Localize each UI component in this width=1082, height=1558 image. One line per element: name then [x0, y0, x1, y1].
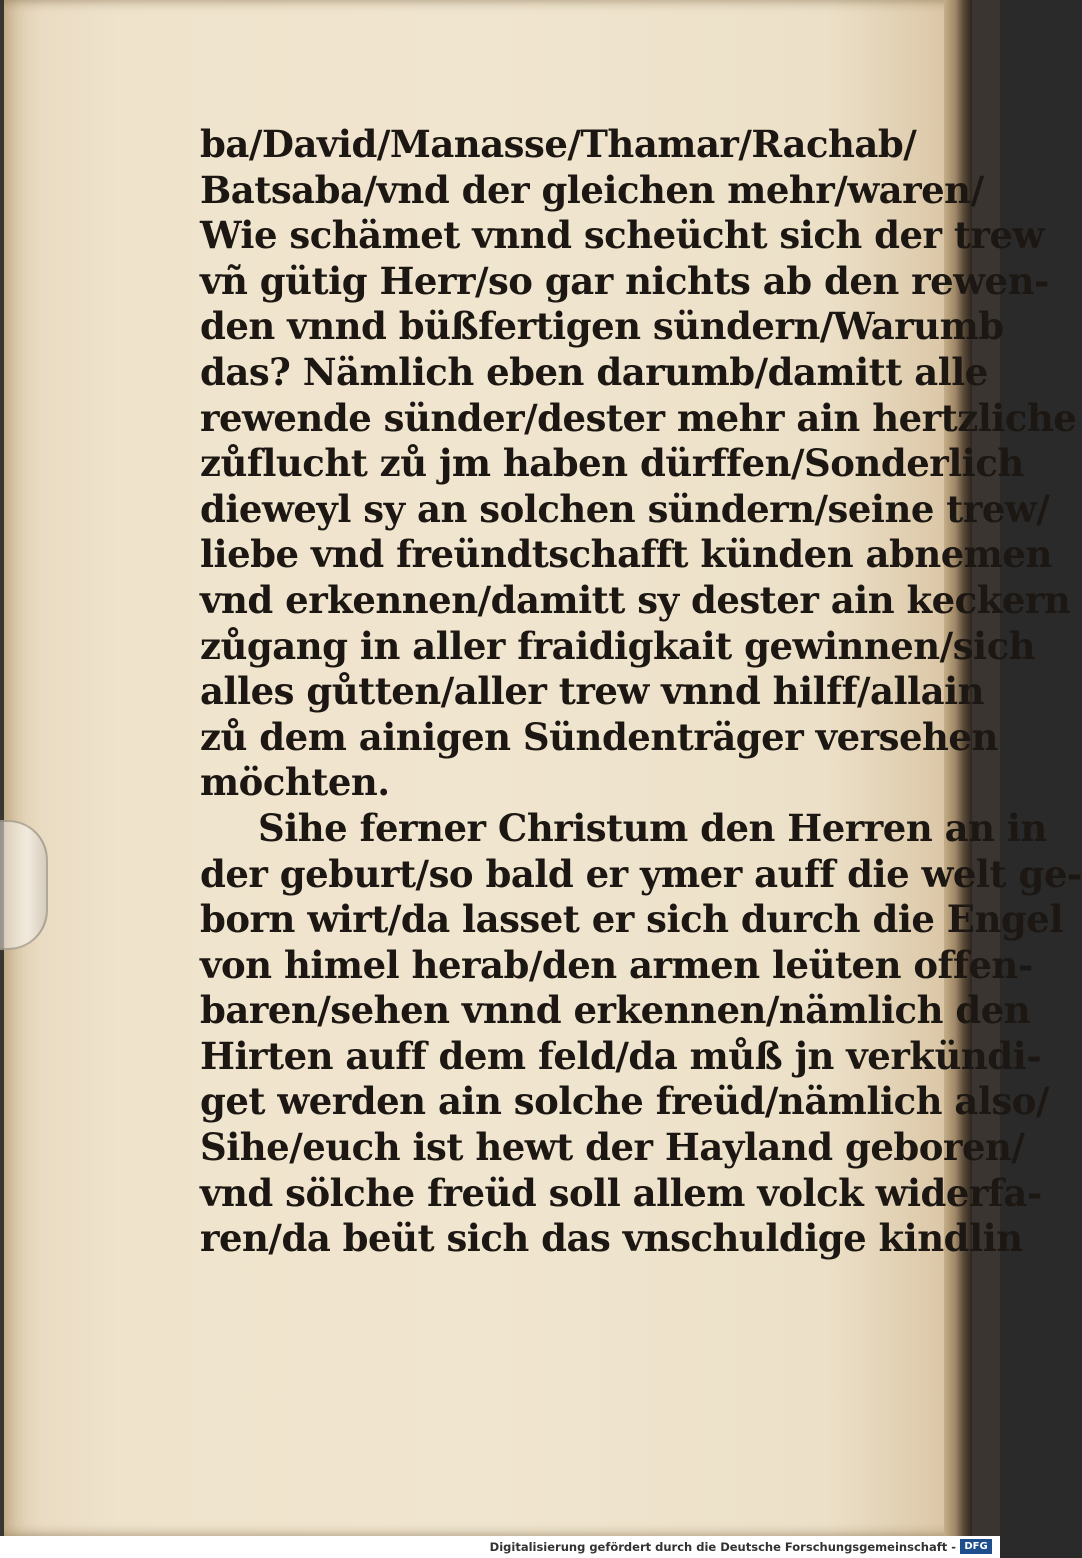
text-line: get werden ain solche freüd/nämlich also/: [200, 1079, 1049, 1124]
text-line: rewende sünder/dester mehr ain hertzliche: [200, 395, 1077, 440]
text-line: Sihe/euch ist hewt der Hayland geboren/: [200, 1125, 1025, 1170]
text-line: Batsaba/vnd der gleichen mehr/waren/: [200, 167, 984, 212]
text-line: vnd erkennen/damitt sy dester ain keckern: [200, 577, 1071, 622]
text-line: vñ gütig Herr/so gar nichts ab den rewen-: [200, 258, 1049, 303]
text-line: zů dem ainigen Sündenträger versehen: [200, 714, 998, 759]
text-line: ren/da beüt sich das vnschuldige kindlin: [200, 1216, 1023, 1261]
text-line: zůgang in aller fraidigkait gewinnen/sich: [200, 623, 1036, 668]
text-line: Hirten auff dem feld/da můß jn verkündi-: [200, 1033, 1042, 1078]
paragraph-start-line: Sihe ferner Christum den Herren an in: [258, 805, 1047, 850]
page-clip: [0, 820, 48, 950]
funding-credit: Digitalisierung gefördert durch die Deutsche Forschungsgemeinschaft -: [489, 1540, 956, 1554]
text-line: das? Nämlich eben darumb/damitt alle: [200, 349, 988, 394]
text-line: ba/David/Manasse/Thamar/Rachab/: [200, 122, 917, 166]
page-text: [200, 122, 1082, 1262]
dfg-logo: DFG: [960, 1539, 992, 1554]
text-line: liebe vnd freündtschafft künden abnemen: [200, 532, 1052, 577]
text-line: baren/sehen vnnd erkennen/nämlich den: [200, 988, 1031, 1033]
text-line: zůflucht zů jm haben dürffen/Sonderlich: [200, 441, 1024, 486]
text-line: von himel herab/den armen leüten offen-: [200, 942, 1033, 987]
text-line: alles gůtten/aller trew vnnd hilff/allain: [200, 669, 985, 714]
text-line: born wirt/da lasset er sich durch die Engel: [200, 897, 1063, 942]
text-line: der geburt/so bald er ymer auff die welt ge-: [200, 851, 1082, 896]
digitization-footer: [0, 1536, 1000, 1558]
text-line: dieweyl sy an solchen sündern/seine trew/: [200, 486, 1050, 531]
text-line: Wie schämet vnnd scheücht sich der trew: [200, 213, 1044, 258]
text-line: möchten.: [200, 760, 390, 805]
text-line: vnd sölche freüd soll allem volck widerfa-: [200, 1170, 1042, 1215]
text-line: den vnnd büßfertigen sündern/Warumb: [200, 304, 1004, 349]
